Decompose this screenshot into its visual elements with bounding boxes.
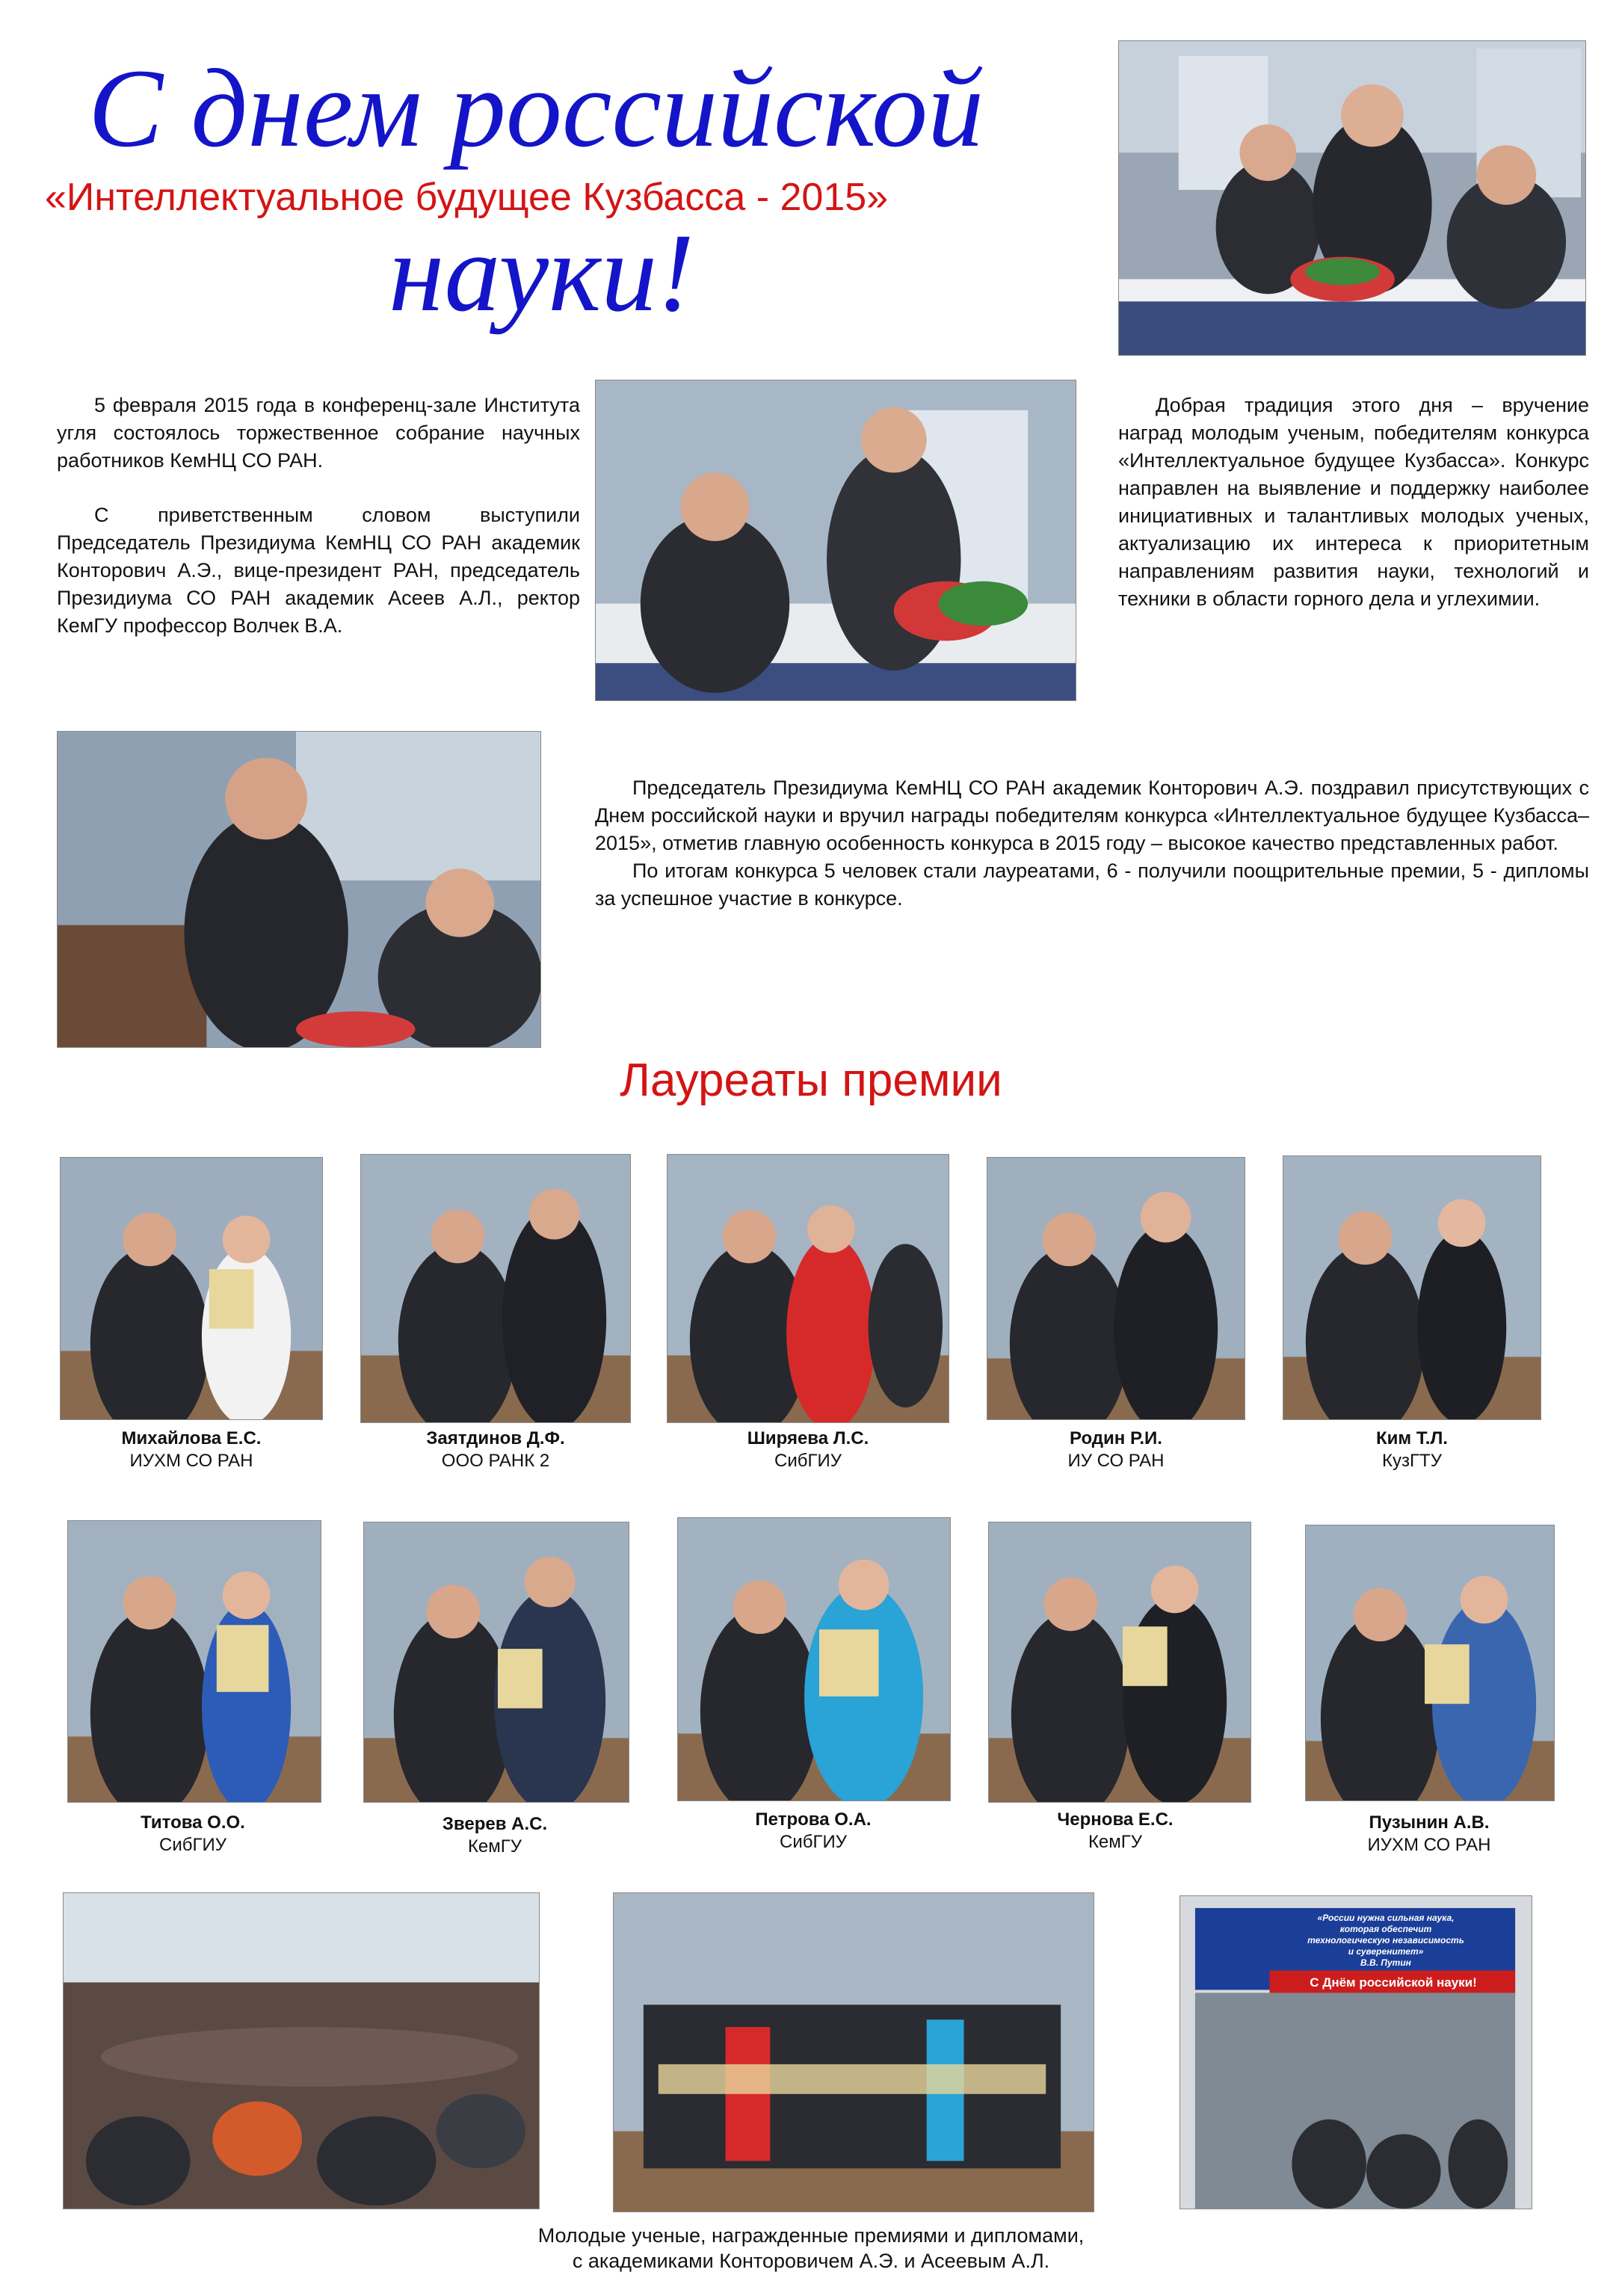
laureate-photo bbox=[677, 1517, 951, 1801]
laureate-photo bbox=[67, 1520, 321, 1803]
congratulation-text bbox=[595, 774, 1589, 913]
photo-speaker bbox=[595, 380, 1076, 701]
laureate-caption bbox=[43, 1812, 342, 1857]
paragraph-speakers: С приветственным словом выступили Председатель Президиума КемНЦ СО РАН академик Конторович А.Э., вице-президент РАН, председатель Президиума СО РАН академик Асеев А.Л., ректор КемГУ профессор Волчек В.А. bbox=[57, 504, 580, 637]
laureate-photo bbox=[360, 1154, 631, 1423]
laureate-photo bbox=[1283, 1155, 1541, 1420]
laureate-caption bbox=[659, 1428, 958, 1472]
photo-kontorovich bbox=[57, 731, 541, 1048]
laureate-photo bbox=[667, 1154, 949, 1423]
laureate-photo bbox=[60, 1157, 323, 1420]
laureate-name: Ким Т.Л. bbox=[1376, 1428, 1448, 1448]
photo-entrance bbox=[1180, 1895, 1532, 2209]
laureate-caption bbox=[346, 1428, 645, 1472]
laureate-photo bbox=[1305, 1525, 1555, 1801]
footer-line: с академиками Конторовичем А.Э. и Асеевым А.Л. bbox=[572, 2250, 1050, 2272]
tradition-text bbox=[1118, 392, 1589, 613]
paragraph-tradition: Добрая традиция этого дня – вручение наград молодым ученым, победителям конкурса «Интеллектуальное будущее Кузбасса». Конкурс направлен на выявление и поддержку наиболее инициативных и талантливых молодых ученых, актуализацию их интереса к приоритетным направлениям развития науки, технологий и техники в области горного дела и углехимии. bbox=[1118, 394, 1589, 610]
banner-strip: С Днём российской науки! bbox=[1310, 1975, 1477, 1990]
banner-quote-line: «России нужна сильная наука, bbox=[1317, 1913, 1455, 1923]
laureate-org: ИУ СО РАН bbox=[1067, 1451, 1165, 1471]
group-photo-caption bbox=[0, 2223, 1622, 2274]
laureate-name: Зверев А.С. bbox=[442, 1814, 548, 1834]
laureate-name: Титова О.О. bbox=[141, 1812, 245, 1833]
laureate-name: Михайлова Е.С. bbox=[121, 1428, 262, 1448]
laureate-photo bbox=[363, 1522, 629, 1803]
laureate-org: СибГИУ bbox=[774, 1451, 842, 1471]
laureate-org: ИУХМ СО РАН bbox=[129, 1451, 253, 1471]
laureate-org: СибГИУ bbox=[780, 1832, 847, 1852]
laureate-name: Родин Р.И. bbox=[1070, 1428, 1162, 1448]
laureate-caption bbox=[1280, 1812, 1579, 1857]
laureate-org: КемГУ bbox=[467, 1836, 522, 1857]
banner-quote-line: которая обеспечит bbox=[1339, 1924, 1432, 1934]
banner-quote-author: В.В. Путин bbox=[1360, 1957, 1411, 1968]
laureates-section-title: Лауреаты премии bbox=[620, 1055, 1002, 1106]
laureate-caption bbox=[42, 1428, 341, 1472]
page-title-line1: С днем российской bbox=[88, 46, 984, 170]
photo-presidium bbox=[1118, 40, 1586, 356]
laureate-org: ИУХМ СО РАН bbox=[1367, 1835, 1491, 1855]
photo-audience bbox=[63, 1892, 540, 2209]
laureate-name: Пузынин А.В. bbox=[1369, 1812, 1490, 1833]
page-title-line2: науки! bbox=[389, 211, 695, 335]
laureate-caption bbox=[966, 1428, 1265, 1472]
laureate-caption bbox=[345, 1813, 644, 1858]
photo-group bbox=[613, 1892, 1094, 2212]
laureate-caption bbox=[966, 1809, 1265, 1854]
paragraph-opening: 5 февраля 2015 года в конференц-зале Института угля состоялось торжественное собрание научных работников КемНЦ СО РАН. bbox=[57, 394, 580, 472]
laureate-caption bbox=[664, 1809, 963, 1854]
paragraph-results: По итогам конкурса 5 человек стали лауреатами, 6 - получили поощрительные премии, 5 - дипломы за успешное участие в конкурсе. bbox=[595, 860, 1589, 910]
laureate-name: Заятдинов Д.Ф. bbox=[426, 1428, 565, 1448]
page-subtitle: «Интеллектуальное будущее Кузбасса - 2015» bbox=[45, 176, 889, 219]
laureate-org: КемГУ bbox=[1088, 1832, 1143, 1852]
laureate-name: Ширяева Л.С. bbox=[747, 1428, 869, 1448]
laureate-name: Чернова Е.С. bbox=[1057, 1809, 1174, 1830]
banner-quote-line: технологическую независимость bbox=[1307, 1935, 1464, 1945]
paragraph-congratulation: Председатель Президиума КемНЦ СО РАН академик Конторович А.Э. поздравил присутствующих с Днем российской науки и вручил награды победителям конкурса «Интеллектуальное будущее Кузбасса–2015», отметив главную особенность конкурса в 2015 году – высокое качество представленных работ. bbox=[595, 777, 1589, 854]
laureate-photo bbox=[988, 1522, 1251, 1803]
laureate-photo bbox=[987, 1157, 1245, 1420]
banner-quote-line: и суверенитет» bbox=[1348, 1946, 1424, 1957]
banner-quote bbox=[1262, 1913, 1509, 1969]
intro-text bbox=[57, 392, 580, 640]
laureate-caption bbox=[1262, 1428, 1561, 1472]
laureate-name: Петрова О.А. bbox=[755, 1809, 872, 1830]
laureate-org: СибГИУ bbox=[159, 1835, 226, 1855]
footer-line: Молодые ученые, награжденные премиями и дипломами, bbox=[537, 2224, 1085, 2247]
laureate-org: КузГТУ bbox=[1382, 1451, 1442, 1471]
laureate-org: ООО РАНК 2 bbox=[441, 1451, 550, 1471]
